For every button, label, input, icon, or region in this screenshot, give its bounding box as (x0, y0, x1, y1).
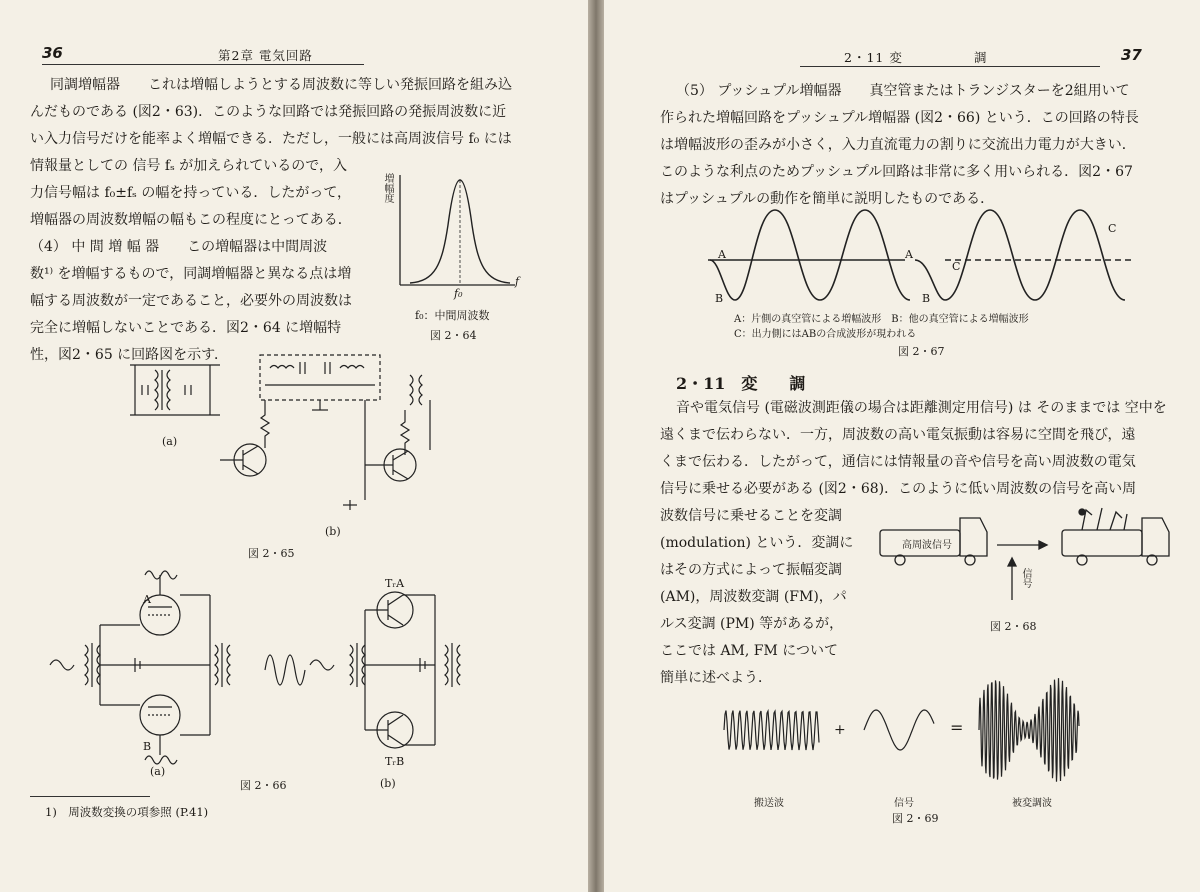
page-number-left: 36 (42, 44, 63, 62)
transistor-label-b: TᵣB (385, 755, 405, 768)
equals-sign: = (950, 718, 964, 737)
plus-sign: + (834, 722, 846, 738)
text-line: 増幅器の周波数増幅の幅もこの程度にとってある． (30, 212, 352, 228)
label-modulated: 被変調波 (1012, 798, 1052, 809)
text-line: ルス変調 (PM) 等があるが， (660, 616, 844, 632)
truck-illustration (872, 500, 1172, 610)
text-line: （5） プッシュプル増幅器 真空管またはトランジスターを2組用いて (676, 83, 1130, 99)
text-line: 信号に乗せる必要がある (図2・68)．このように低い周波数の信号を高い周 (660, 481, 1137, 497)
figure-caption: 図 2・64 (430, 329, 477, 342)
section-heading: 2・11 変 調 (676, 374, 806, 393)
page-number-right: 37 (1121, 46, 1142, 64)
text-line: （4） 中 間 増 幅 器 この増幅器は中間周波 (30, 239, 328, 255)
waveform-label-a: A (718, 248, 726, 261)
label-carrier: 搬送波 (754, 798, 784, 809)
text-line: ここでは AM, FM について (660, 643, 839, 659)
y-axis-label: 増幅度 (382, 173, 393, 203)
text-line: んだものである (図2・63)．このような回路では発振回路の発振周波数に近 (30, 104, 507, 120)
intermediate-amplifier-circuit (100, 350, 500, 540)
text-line: 簡単に述べよう． (660, 670, 772, 686)
running-header-right: 調 (974, 50, 988, 65)
signal-label: 信号 (1020, 568, 1031, 588)
push-pull-circuit (40, 565, 510, 765)
waveform-label-c-2: C (1108, 222, 1117, 235)
text-line: はその方式によって振幅変調 (660, 562, 842, 578)
figure-caption: 図 2・68 (990, 620, 1037, 633)
figure-legend-line2: C：出力側にはABの合成波形が現われる (734, 329, 917, 340)
figure-legend-line1: A：片側の真空管による増幅波形 B：他の真空管による増幅波形 (734, 314, 1029, 325)
waveform-label-c: C (952, 260, 961, 273)
text-line: 作られた増幅回路をプッシュプル増幅器 (図2・66) という．この回路の特長 (660, 110, 1139, 126)
text-line: (AM)，周波数変調 (FM)，パ (660, 589, 847, 605)
tube-label-a: A (143, 593, 151, 606)
figure-caption: 図 2・69 (892, 812, 939, 825)
text-line: 情報量としての 信号 fₛ が加えられているので，入 (30, 158, 347, 174)
subfigure-label-a: (a) (162, 435, 178, 448)
tube-label-b: B (143, 740, 152, 753)
figure-2-67 (700, 200, 1140, 365)
figure-caption: 図 2・65 (248, 547, 295, 560)
figure-2-65 (100, 350, 500, 560)
text-line: は増幅波形の歪みが小さく，入力直流電力の割りに交流出力電力が大きい． (660, 137, 1136, 153)
subfigure-label-a: (a) (150, 765, 166, 778)
carrier-wave (724, 711, 819, 751)
footnote: 1) 周波数変換の項参照 (P.41) (45, 805, 209, 819)
figure-2-68 (872, 500, 1172, 635)
figure-caption: 図 2・66 (240, 779, 287, 792)
subfigure-label-b: (b) (380, 777, 396, 790)
subfigure-label-b: (b) (325, 525, 341, 538)
book-gutter (588, 0, 604, 892)
running-header-left: 2・11 変 (844, 50, 903, 65)
push-pull-waveform (700, 200, 1140, 310)
x-axis-label: f (515, 275, 520, 288)
text-line: 幅する周波数が一定であること，必要外の周波数は (30, 293, 352, 309)
figure-caption: 図 2・67 (898, 345, 945, 358)
text-line: 力信号幅は f₀±fₛ の幅を持っている．したがって， (30, 185, 352, 201)
label-signal: 信号 (894, 798, 914, 809)
text-line: 波数信号に乗せることを変調 (660, 508, 842, 524)
figure-2-64 (370, 165, 530, 355)
text-line: 同調増幅器 これは増幅しようとする周波数に等しい発振回路を組み込 (50, 77, 512, 93)
signal-wave (864, 710, 934, 750)
right-page (604, 0, 1200, 892)
modulated-wave (979, 678, 1079, 782)
text-line: このような利点のためプッシュプル回路は非常に多く用いられる．図2・67 (660, 164, 1133, 180)
figure-legend: f₀：中間周波数 (415, 309, 490, 322)
text-line: い入力信号だけを能率よく増幅できる．ただし，一般には高周波信号 f₀ には (30, 131, 512, 147)
text-line: 完全に増幅しないことである．図2・64 に増幅特 (30, 320, 342, 336)
text-line: 性，図2・65 に回路図を示す． (30, 347, 229, 363)
text-line: 遠くまで伝わらない．一方，周波数の高い電気振動は容易に空間を飛び，遠 (660, 427, 1136, 443)
header-rule (800, 66, 1100, 67)
waveform-label-a-2: A (905, 248, 913, 261)
waveform-label-b: B (715, 292, 724, 305)
modulation-illustration (714, 670, 1114, 790)
transistor-label-a: TᵣA (385, 577, 405, 590)
text-line: (modulation) という．変調に (660, 535, 854, 551)
text-line: 音や電気信号 (電磁波測距儀の場合は距離測定用信号) は そのままでは 空中を (676, 400, 1167, 416)
center-frequency-label: f₀ (454, 287, 463, 300)
waveform-label-b-2: B (922, 292, 931, 305)
truck-label: 高周波信号 (902, 540, 952, 551)
running-header-left: 第2章 電気回路 (218, 48, 313, 63)
figure-2-66 (40, 565, 510, 790)
text-line: 数¹⁾ を増幅するもので，同調増幅器と異なる点は増 (30, 266, 352, 282)
left-page (0, 0, 588, 892)
text-line: はプッシュプルの動作を簡単に説明したものである． (660, 191, 995, 207)
header-rule (42, 64, 364, 65)
text-line: くまで伝わる．したがって，通信には情報量の音や信号を高い周波数の電気 (660, 454, 1136, 470)
figure-2-69 (714, 670, 1114, 830)
footnote-rule (30, 796, 150, 797)
